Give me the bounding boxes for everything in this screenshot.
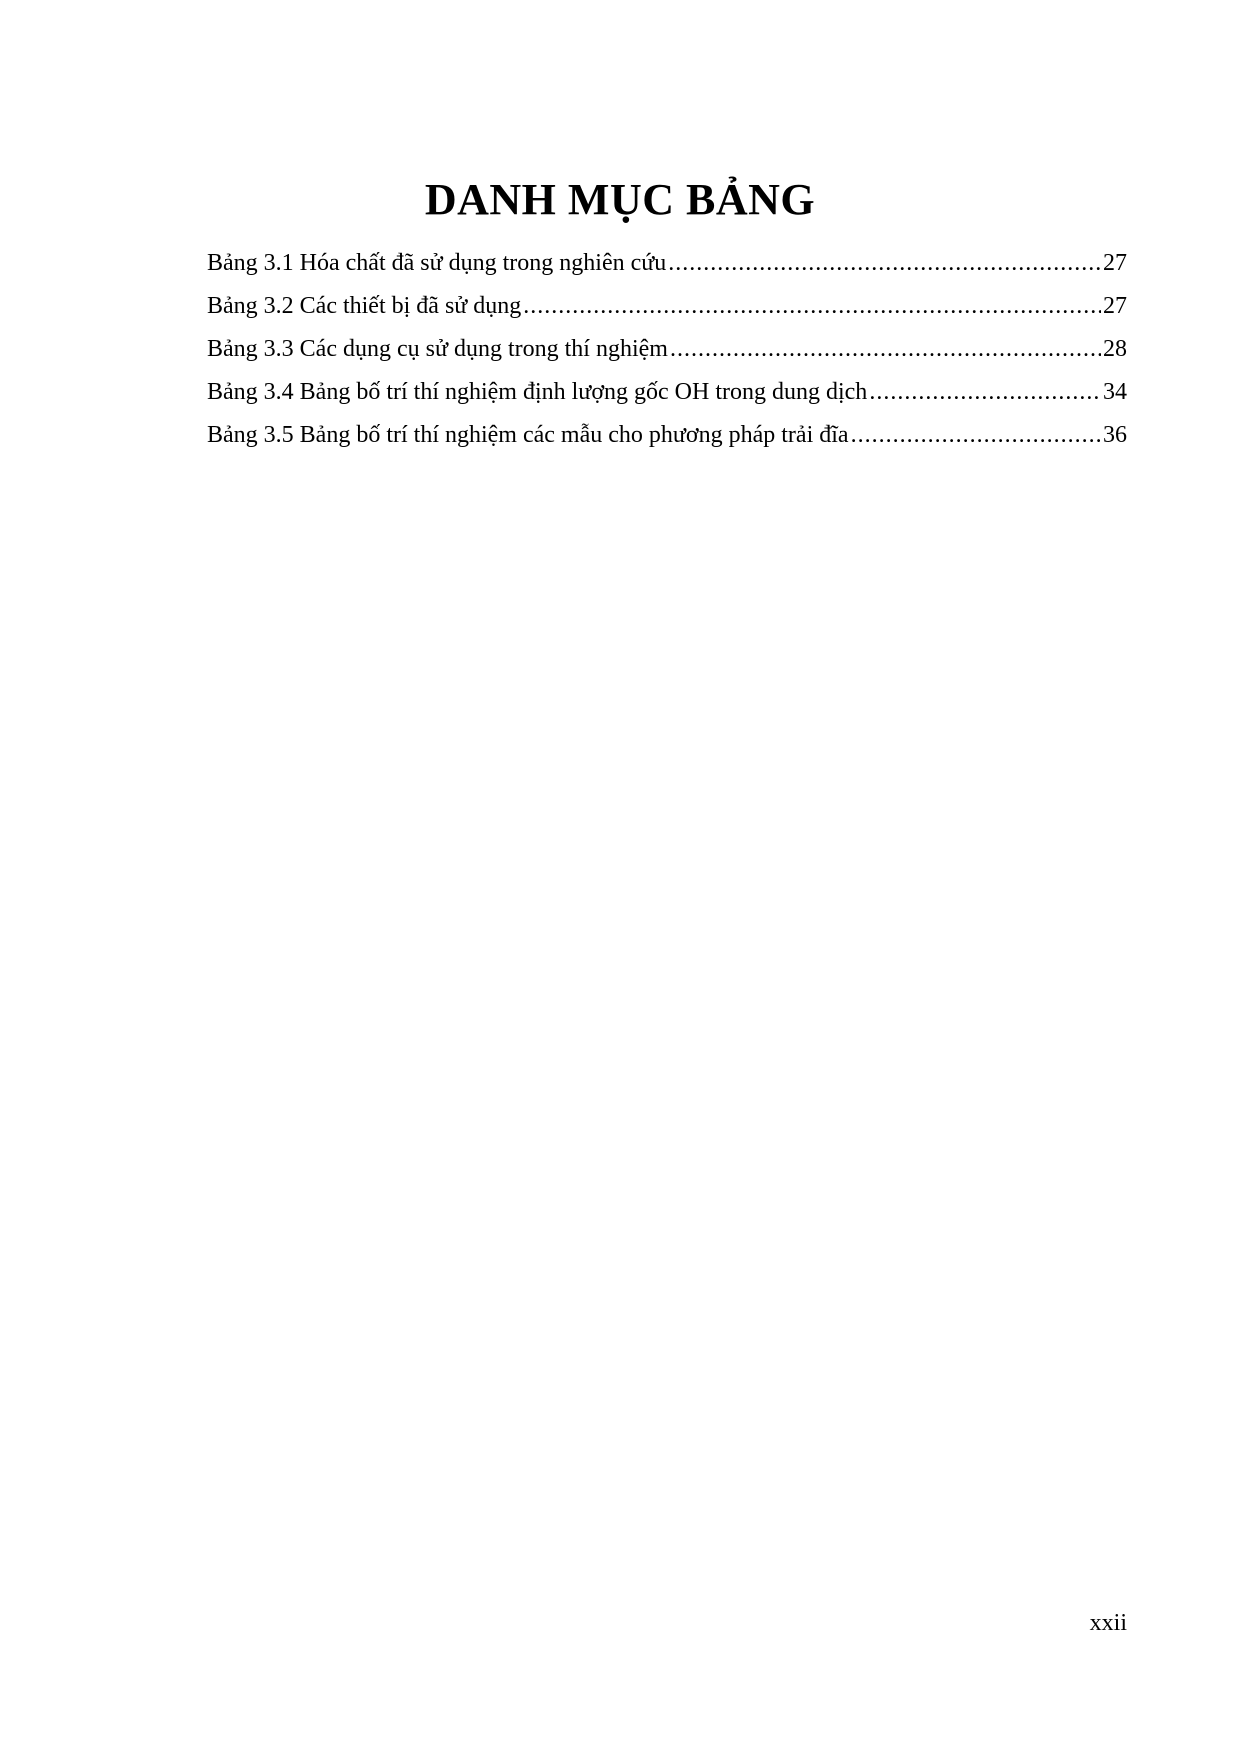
dot-leader [851,420,1101,450]
entry-title: Bảng 3.4 Bảng bố trí thí nghiệm định lượng gốc OH trong dung dịch [207,379,868,405]
table-list [207,248,1127,463]
entry-page-number: 36 [1103,422,1127,448]
page-number: xxii [1089,1610,1127,1636]
table-list-item[interactable] [207,377,1127,420]
entry-title: Bảng 3.1 Hóa chất đã sử dụng trong nghiên cứu [207,250,667,276]
entry-title: Bảng 3.3 Các dụng cụ sử dụng trong thí nghiệm [207,336,668,362]
table-list-item[interactable] [207,248,1127,291]
entry-page-number: 28 [1103,336,1127,362]
entry-page-number: 27 [1103,250,1127,276]
table-list-item[interactable] [207,420,1127,463]
entry-title: Bảng 3.2 Các thiết bị đã sử dụng [207,293,522,319]
dot-leader [869,377,1101,407]
entry-title: Bảng 3.5 Bảng bố trí thí nghiệm các mẫu cho phương pháp trải đĩa [207,422,849,448]
dot-leader [668,248,1101,278]
dot-leader [523,291,1101,321]
entry-page-number: 27 [1103,293,1127,319]
entry-page-number: 34 [1103,379,1127,405]
table-list-item[interactable] [207,334,1127,377]
table-list-item[interactable] [207,291,1127,334]
dot-leader [670,334,1101,364]
page-title: DANH MỤC BẢNG [424,175,816,224]
